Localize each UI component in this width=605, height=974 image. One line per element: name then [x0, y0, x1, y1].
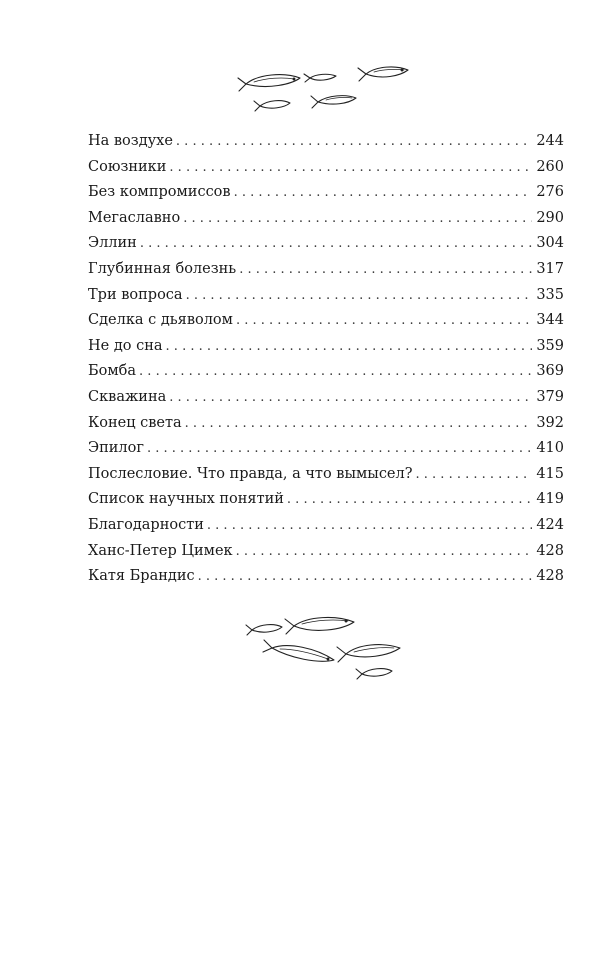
toc-leader-dots	[166, 334, 533, 360]
toc-leader-dots	[234, 180, 533, 206]
toc-entry-page: 410	[536, 440, 564, 457]
toc-entry[interactable]	[88, 487, 564, 513]
toc-entry-title: Сделка с дьяволом	[88, 312, 233, 329]
toc-entry-title: Не до сна	[88, 337, 163, 354]
toc-entry-title: Эллин	[88, 235, 137, 252]
toc-leader-dots	[169, 385, 532, 411]
toc-entry-title: Глубинная болезнь	[88, 260, 237, 277]
toc-entry-title: Три вопроса	[88, 286, 183, 303]
toc-entry-page: 290	[536, 209, 564, 226]
toc-entry[interactable]	[88, 257, 564, 283]
toc-entry-title: Послесловие. Что правда, а что вымысел?	[88, 465, 413, 482]
toc-entry-page: 276	[536, 184, 564, 201]
toc-entry-title: Мегаславно	[88, 209, 181, 226]
toc-leader-dots	[139, 359, 532, 385]
toc-entry-title: Благодарности	[88, 516, 204, 533]
toc-entry-page: 428	[536, 542, 564, 559]
toc-entry[interactable]	[88, 180, 564, 206]
toc-leader-dots	[185, 411, 533, 437]
toc-leader-dots	[183, 206, 532, 232]
toc-entry-page: 244	[536, 133, 564, 149]
toc-leader-dots	[140, 231, 532, 257]
toc-leader-dots	[236, 308, 532, 334]
table-of-contents	[88, 129, 564, 590]
toc-entry[interactable]	[88, 359, 564, 385]
toc-entry-page: 419	[536, 491, 564, 508]
toc-entry-page: 424	[536, 516, 564, 533]
toc-entry-page: 317	[536, 260, 564, 277]
toc-leader-dots	[147, 436, 532, 462]
toc-entry[interactable]	[88, 206, 564, 232]
toc-entry[interactable]	[88, 564, 564, 590]
toc-leader-dots	[416, 462, 533, 488]
toc-leader-dots	[186, 283, 533, 309]
toc-leader-dots	[198, 564, 533, 590]
toc-entry[interactable]	[88, 308, 564, 334]
fish-school-icon	[242, 612, 412, 690]
toc-entry[interactable]	[88, 129, 564, 155]
toc-entry[interactable]	[88, 462, 564, 488]
toc-entry[interactable]	[88, 513, 564, 539]
toc-entry-title: Катя Брандис	[88, 568, 195, 585]
toc-entry[interactable]	[88, 539, 564, 565]
toc-entry-title: Скважина	[88, 388, 167, 405]
toc-entry-page: 428	[536, 568, 564, 585]
toc-entry-title: Эпилог	[88, 440, 144, 457]
toc-entry-page: 260	[536, 158, 564, 175]
toc-entry[interactable]	[88, 283, 564, 309]
toc-leader-dots	[169, 155, 532, 181]
toc-leader-dots	[176, 129, 532, 155]
toc-entry[interactable]	[88, 334, 564, 360]
toc-entry-title: Список научных понятий	[88, 491, 284, 508]
toc-entry-title: На воздухе	[88, 133, 173, 149]
toc-entry[interactable]	[88, 155, 564, 181]
toc-entry[interactable]	[88, 411, 564, 437]
toc-entry-page: 379	[536, 388, 564, 405]
toc-entry[interactable]	[88, 231, 564, 257]
toc-entry-title: Союзники	[88, 158, 167, 175]
toc-entry-title: Бомба	[88, 363, 137, 380]
toc-entry-page: 392	[536, 414, 564, 431]
toc-entry-title: Без компромиссов	[88, 184, 231, 201]
toc-entry-page: 369	[536, 363, 564, 380]
toc-entry-page: 335	[536, 286, 564, 303]
toc-entry[interactable]	[88, 436, 564, 462]
toc-entry-title: Конец света	[88, 414, 182, 431]
toc-leader-dots	[239, 257, 532, 283]
toc-leader-dots	[207, 513, 532, 539]
toc-entry-page: 359	[536, 337, 564, 354]
toc-entry-page: 344	[536, 312, 564, 329]
toc-entry-title: Ханс-Петер Цимек	[88, 542, 233, 559]
fish-school-icon	[236, 60, 416, 116]
toc-entry-page: 304	[536, 235, 564, 252]
toc-entry[interactable]	[88, 385, 564, 411]
toc-leader-dots	[287, 487, 532, 513]
toc-leader-dots	[236, 539, 533, 565]
toc-entry-page: 415	[536, 465, 564, 482]
